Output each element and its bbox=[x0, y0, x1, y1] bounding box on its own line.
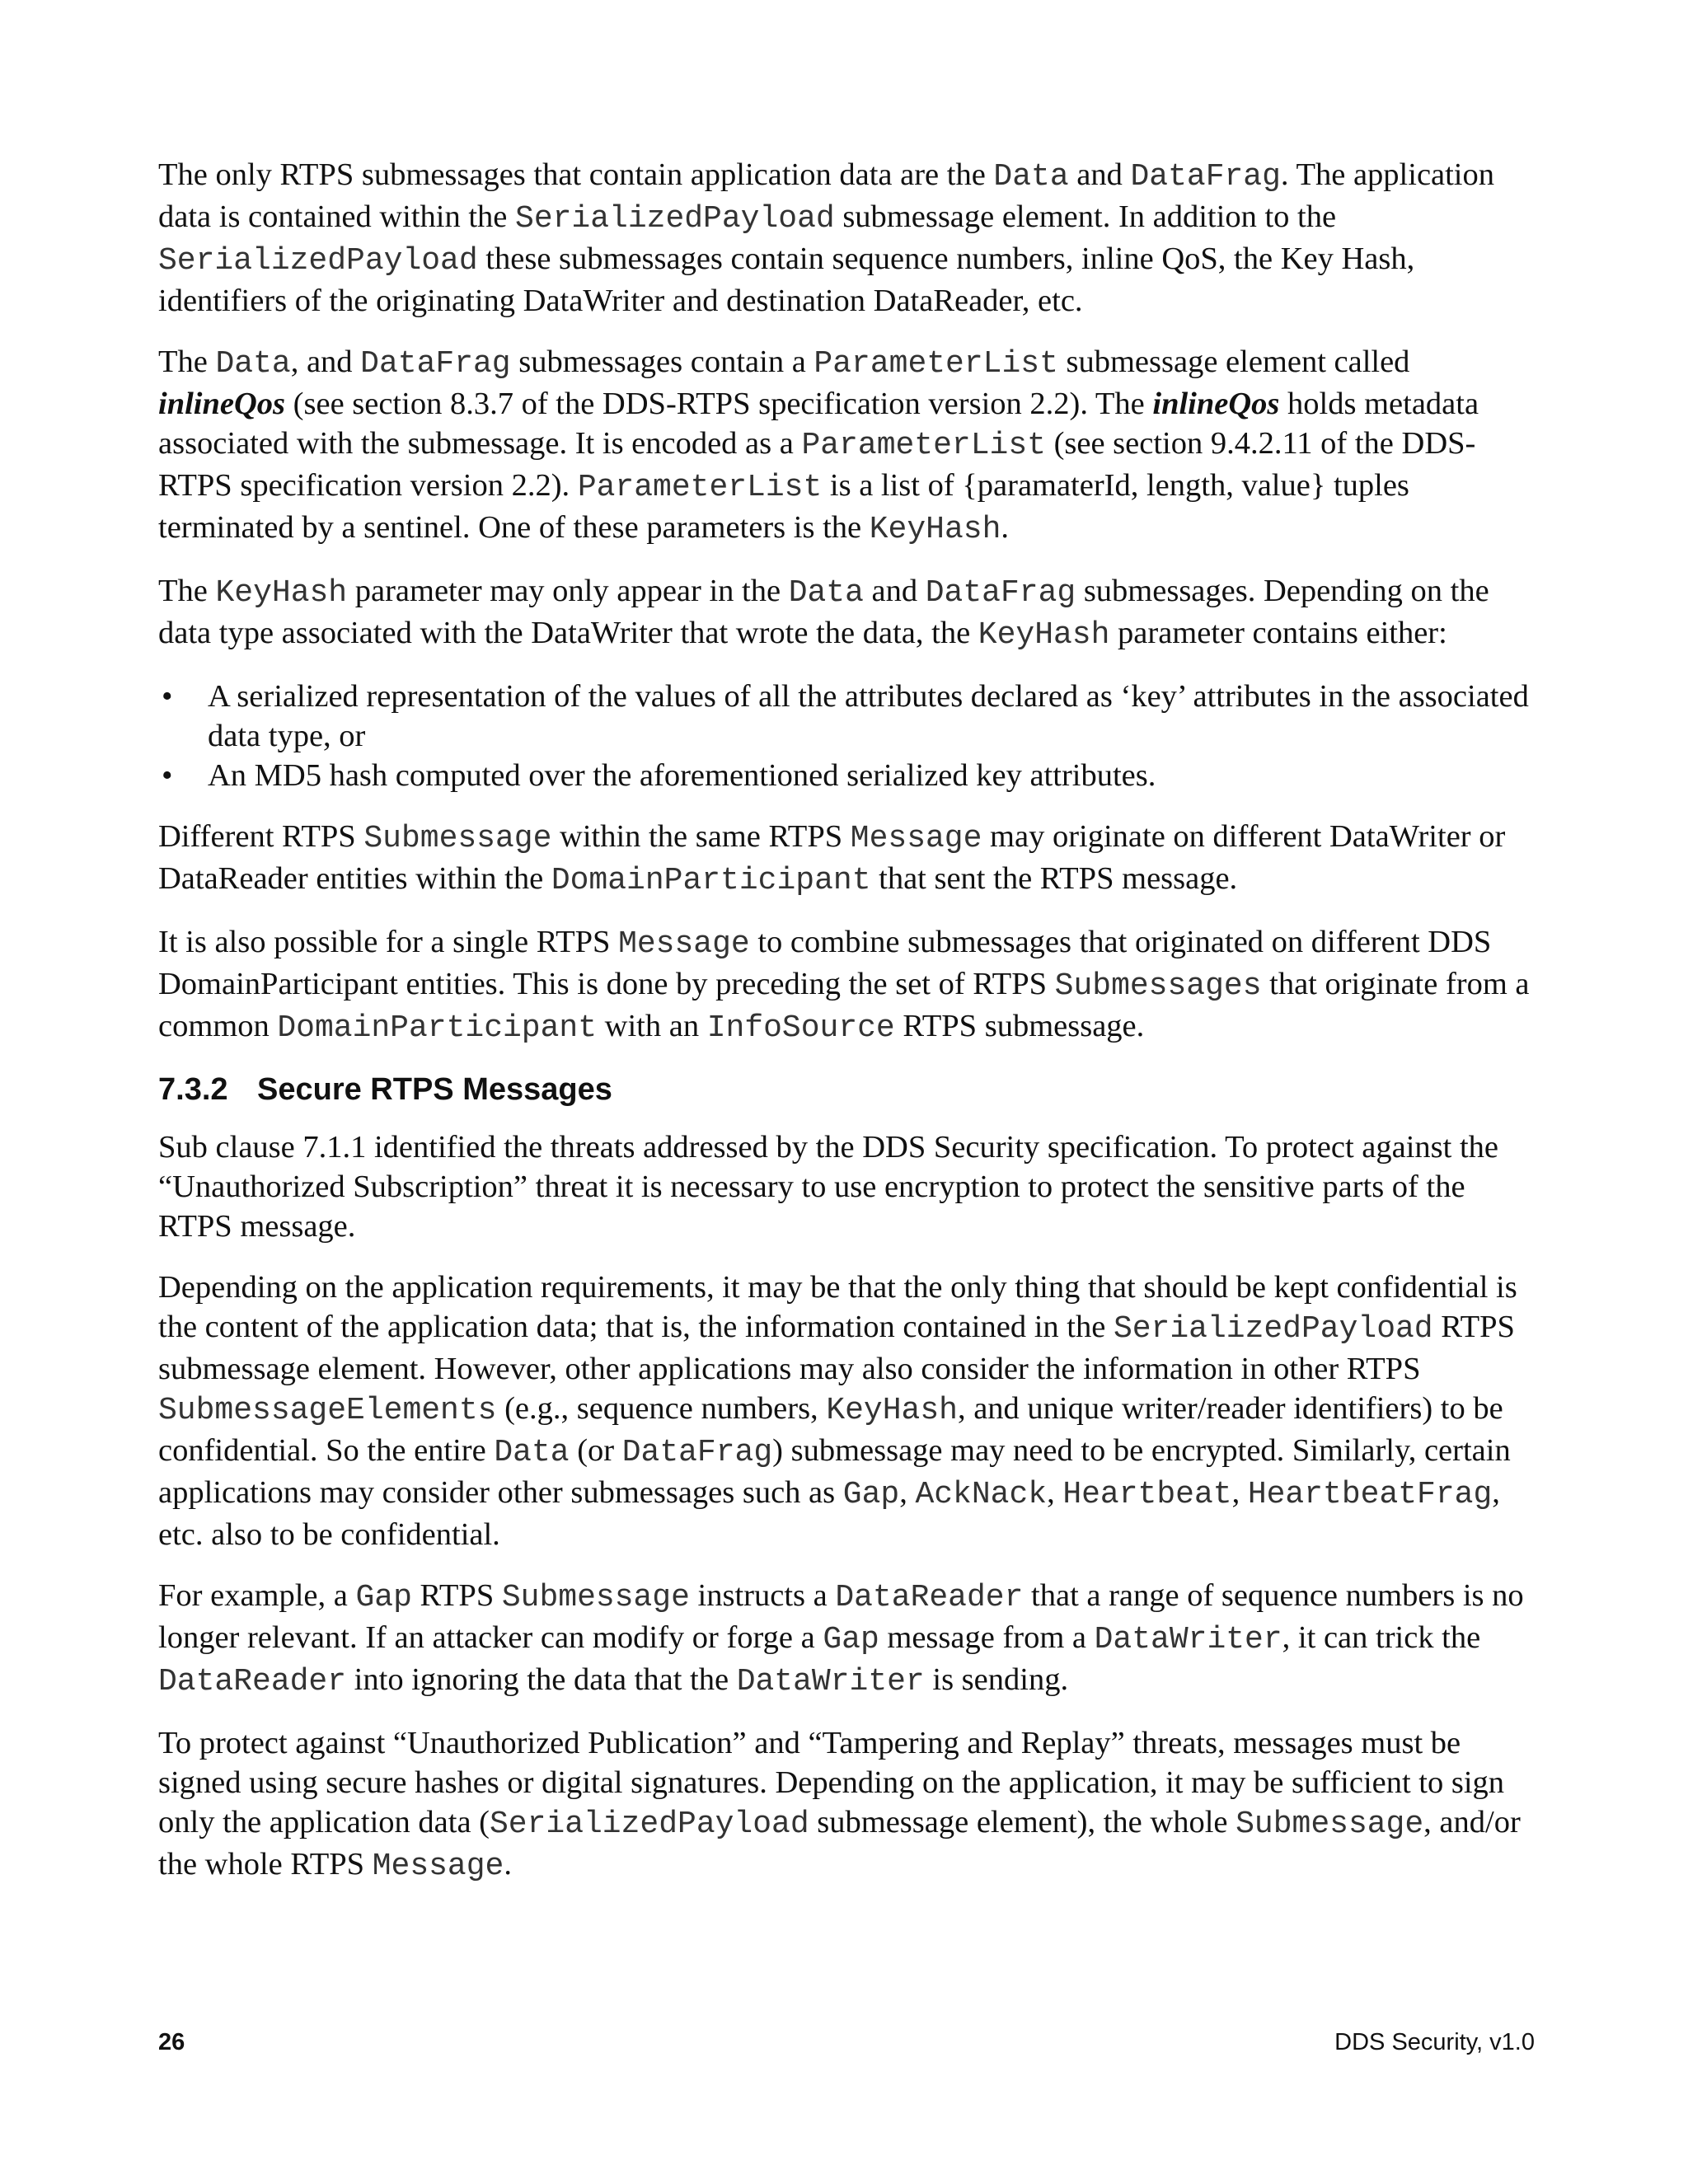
code-term: Gap bbox=[823, 1622, 879, 1657]
code-term: AckNack bbox=[915, 1477, 1048, 1512]
code-term: SerializedPayload bbox=[1113, 1311, 1433, 1347]
code-term: Message bbox=[372, 1849, 504, 1884]
code-term: DataFrag bbox=[1130, 159, 1281, 194]
paragraph-application-data: The only RTPS submessages that contain application data are the Data and DataFrag. The application data is contained within the SerializedPayload submessage element. In addition to the SerializedPayload these submessages contain sequence numbers, inline QoS, the Key Hash, identifiers of the originating DataWriter and destination DataReader, etc. bbox=[158, 157, 1495, 318]
paragraph-gap-example: For example, a Gap RTPS Submessage instructs a DataReader that a range of sequence numbers is no longer relevant. If an attacker can modify or forge a Gap message from a DataWriter, it can trick the DataReader into ignoring the data that the DataWriter is sending. bbox=[158, 1578, 1524, 1699]
document-title: DDS Security, v1.0 bbox=[1334, 2029, 1535, 2055]
code-term: Submessage bbox=[1236, 1807, 1424, 1842]
code-term: DomainParticipant bbox=[277, 1010, 598, 1046]
page-body bbox=[158, 155, 1535, 1908]
paragraph-combine-submessages: It is also possible for a single RTPS Message to combine submessages that originated on different DDS DomainParticipant entities. This is done by preceding the set of RTPS Submessages that originate from a common DomainParticipant with an InfoSource RTPS submessage. bbox=[158, 925, 1530, 1046]
emphasis-term: inlineQos bbox=[1152, 387, 1280, 421]
code-term: Gap bbox=[355, 1580, 412, 1615]
paragraph-submessage-origin: Different RTPS Submessage within the same RTPS Message may originate on different DataWriter or DataReader entities within the DomainParticipant that sent the RTPS message. bbox=[158, 819, 1506, 898]
code-term: ParameterList bbox=[801, 428, 1046, 463]
code-term: DataWriter bbox=[1094, 1622, 1282, 1657]
code-term: Data bbox=[788, 575, 864, 611]
code-term: SerializedPayload bbox=[158, 243, 478, 279]
code-term: DataWriter bbox=[736, 1664, 925, 1699]
page-footer bbox=[158, 2026, 1535, 2059]
paragraph-keyhash: The KeyHash parameter may only appear in the Data and DataFrag submessages. Depending on the data type associated with the DataWriter that wrote the data, the KeyHash parameter contains either: bbox=[158, 574, 1489, 653]
code-term: KeyHash bbox=[869, 512, 1001, 547]
code-term: Data bbox=[993, 159, 1069, 194]
code-term: HeartbeatFrag bbox=[1247, 1477, 1493, 1512]
code-term: Data bbox=[494, 1435, 570, 1470]
list-item: • A serialized representation of the values of all the attributes declared as ‘key’ attributes in the associated data type, or bbox=[158, 677, 1535, 756]
code-term: SubmessageElements bbox=[158, 1393, 497, 1428]
code-term: ParameterList bbox=[814, 346, 1058, 382]
code-term: ParameterList bbox=[577, 470, 823, 505]
bullet-icon: • bbox=[162, 679, 173, 714]
code-term: DataFrag bbox=[360, 346, 511, 382]
code-term: Heartbeat bbox=[1062, 1477, 1232, 1512]
code-term: InfoSource bbox=[706, 1010, 895, 1046]
code-term: DataFrag bbox=[925, 575, 1076, 611]
code-term: DataReader bbox=[835, 1580, 1024, 1615]
code-term: DomainParticipant bbox=[551, 863, 871, 898]
page-number: 26 bbox=[158, 2029, 185, 2055]
section-number: 7.3.2 bbox=[158, 1072, 228, 1107]
code-term: KeyHash bbox=[978, 617, 1110, 653]
code-term: Message bbox=[618, 926, 750, 962]
section-heading bbox=[158, 1070, 1535, 1109]
code-term: KeyHash bbox=[826, 1393, 958, 1428]
code-term: Submessages bbox=[1054, 968, 1262, 1004]
paragraph-signing: To protect against “Unauthorized Publication” and “Tampering and Replay” threats, messages must be signed using secure hashes or digital signatures. Depending on the application, it may be sufficient to sign only the application data (SerializedPayload submessage element), the whole Submessage, and/or the whole RTPS Message. bbox=[158, 1726, 1521, 1884]
code-term: Submessage bbox=[363, 821, 552, 856]
bullet-icon: • bbox=[162, 758, 173, 793]
code-term: SerializedPayload bbox=[515, 201, 835, 237]
code-term: Data bbox=[215, 346, 291, 382]
bullet-list bbox=[158, 677, 1535, 795]
emphasis-term: inlineQos bbox=[158, 387, 286, 421]
code-term: Submessage bbox=[501, 1580, 690, 1615]
code-term: DataReader bbox=[158, 1664, 347, 1699]
paragraph-confidentiality: Depending on the application requirements, it may be that the only thing that should be kept confidential is the content of the application data; that is, the information contained in the SerializedPayload RTPS submessage element. However, other applications may also consider the information in other RTPS SubmessageElements (e.g., sequence numbers, KeyHash, and unique writer/reader identifiers) to be confidential. So the entire Data (or DataFrag) submessage may need to be encrypted. Similarly, certain applications may consider other submessages such as Gap, AckNack, Heartbeat, HeartbeatFrag, etc. also to be confidential. bbox=[158, 1270, 1517, 1552]
paragraph-inline-qos: The Data, and DataFrag submessages contain a ParameterList submessage element called inlineQos (see section 8.3.7 of the DDS-RTPS specification version 2.2). The inlineQos holds metadata associated with the submessage. It is encoded as a ParameterList (see section 9.4.2.11 of the DDS-RTPS specification version 2.2). ParameterList is a list of {paramaterId, length, value} tuples terminated by a sentinel. One of these parameters is the KeyHash. bbox=[158, 344, 1479, 547]
section-title: Secure RTPS Messages bbox=[257, 1072, 612, 1107]
code-term: Message bbox=[850, 821, 982, 856]
code-term: SerializedPayload bbox=[489, 1807, 809, 1842]
list-item: • An MD5 hash computed over the aforementioned serialized key attributes. bbox=[158, 756, 1535, 795]
code-term: KeyHash bbox=[215, 575, 348, 611]
code-term: DataFrag bbox=[621, 1435, 773, 1470]
code-term: Gap bbox=[842, 1477, 900, 1512]
paragraph-threats: Sub clause 7.1.1 identified the threats addressed by the DDS Security specification. To protect against the “Unauthorized Subscription” threat it is necessary to use encryption to protect the sensitive parts of the RTPS message. bbox=[158, 1130, 1499, 1244]
